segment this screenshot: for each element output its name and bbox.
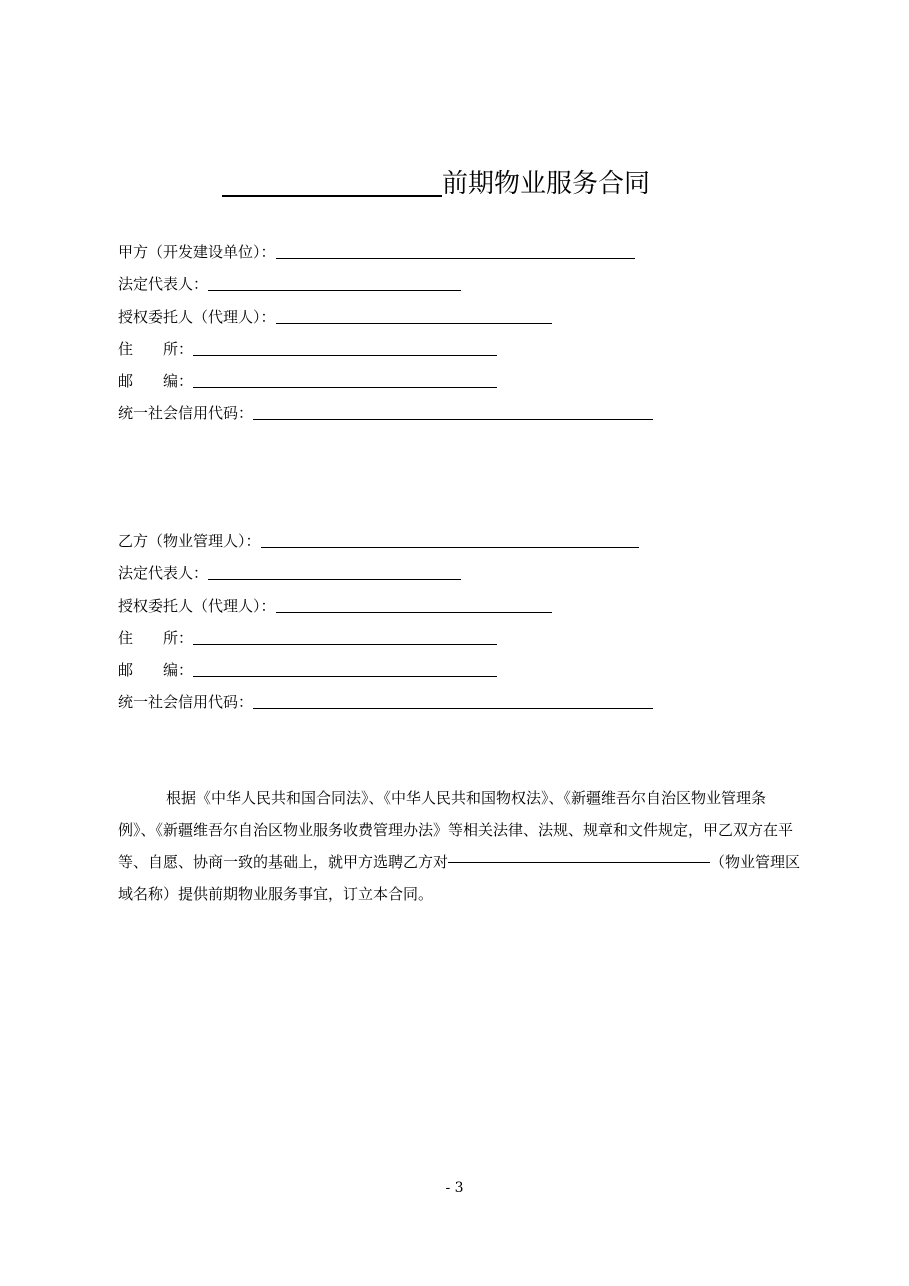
party-a-address-blank — [193, 355, 497, 356]
party-b-postcode-label: 邮 编： — [118, 661, 194, 679]
party-a-rep-label: 法定代表人： — [118, 275, 209, 293]
title-blank-line — [222, 195, 442, 197]
party-b-rep-blank — [208, 579, 461, 580]
party-a-postcode-field — [118, 369, 497, 391]
preamble-text-main: 根据《中华人民共和国合同法》、《中华人民共和国物权法》、《新疆维吾尔自治区物业管理条例》、《新疆维吾尔自治区物业服务收费管理办法》等相关法律、法规、规章和文件规定，甲乙双方在平等、自愿、协商一致的基础上，就甲方选聘乙方对 — [118, 789, 794, 871]
party-b-rep-field — [118, 561, 461, 583]
party-a-name-label: 甲方（开发建设单位）： — [118, 243, 276, 261]
party-a-postcode-blank — [193, 387, 497, 388]
party-b-postcode-field — [118, 658, 497, 680]
party-b-name-blank — [261, 547, 639, 548]
party-b-credit-code-field — [118, 690, 653, 712]
preamble-blank-1 — [448, 862, 612, 863]
party-b-agent-blank — [276, 612, 552, 613]
page-number: - 3 — [445, 1180, 464, 1196]
party-b-credit-code-label: 统一社会信用代码： — [118, 693, 254, 711]
party-b-name-field — [118, 529, 639, 551]
party-a-agent-label: 授权委托人（代理人）： — [118, 308, 276, 326]
party-a-name-blank — [276, 258, 635, 259]
party-b-postcode-blank — [193, 676, 497, 677]
party-b-credit-code-blank — [253, 708, 653, 709]
party-a-agent-field — [118, 305, 552, 327]
party-b-address-field — [118, 626, 497, 648]
party-a-credit-code-blank — [253, 419, 653, 420]
party-a-agent-blank — [276, 323, 552, 324]
party-a-address-label: 住 所： — [118, 340, 194, 358]
title-text: 前期物业服务合同 — [442, 169, 651, 199]
party-b-address-blank — [193, 644, 497, 645]
contract-title — [222, 165, 650, 199]
preamble-text-end: （物业管理区域名称）提供前期物业服务事宜，订立本合同。 — [118, 853, 801, 903]
party-a-postcode-label: 邮 编： — [118, 372, 194, 390]
party-a-rep-field — [118, 272, 461, 294]
party-b-agent-label: 授权委托人（代理人）： — [118, 597, 276, 615]
party-a-credit-code-label: 统一社会信用代码： — [118, 404, 254, 422]
party-b-agent-field — [118, 594, 552, 616]
party-b-name-label: 乙方（物业管理人）： — [118, 532, 261, 550]
party-b-address-label: 住 所： — [118, 629, 194, 647]
party-a-address-field — [118, 337, 497, 359]
party-a-credit-code-field — [118, 401, 653, 423]
party-a-rep-blank — [208, 290, 461, 291]
preamble-paragraph — [118, 782, 802, 910]
party-b-rep-label: 法定代表人： — [118, 564, 209, 582]
party-a-name-field — [118, 240, 635, 262]
preamble-blank-2 — [612, 862, 710, 863]
